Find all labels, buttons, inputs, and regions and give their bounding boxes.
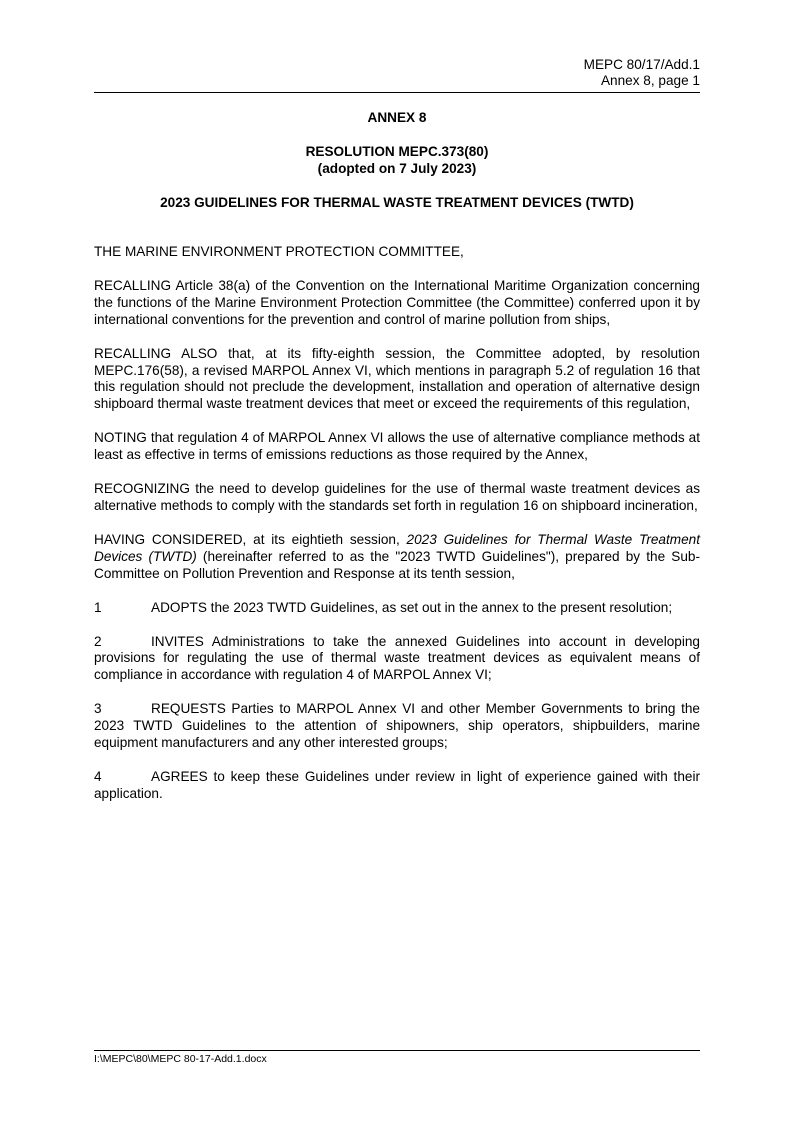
recognizing-paragraph: RECOGNIZING the need to develop guidelines for the use of thermal waste treatment devices as alternative methods to comply with the standards set forth in regulation 16 on shipboard incineration, xyxy=(94,481,700,513)
header-divider xyxy=(94,92,700,93)
recalling-paragraph: RECALLING Article 38(a) of the Convention on the International Maritime Organization concerning the functions of the Marine Environment Protection Committee (the Committee) conferred upon it by international conventions for the prevention and control of marine pollution from ships, xyxy=(94,277,700,327)
footer-divider xyxy=(94,1050,700,1051)
adoption-date: (adopted on 7 July 2023) xyxy=(317,160,477,176)
paragraph-number: 1 xyxy=(94,599,102,615)
paragraph-text: AGREES to keep these Guidelines under review in light of experience gained with their application. xyxy=(94,768,700,801)
paragraph-text: ADOPTS the 2023 TWTD Guidelines, as set out in the annex to the present resolution; xyxy=(151,599,673,615)
operative-paragraph-3 xyxy=(94,701,700,752)
operative-paragraph-2 xyxy=(94,634,700,685)
paragraph-text: INVITES Administrations to take the annexed Guidelines into account in developing provisions for regulating the use of thermal waste treatment devices as equivalent means of compliance in accordance with regulation 4 of MARPOL Annex VI; xyxy=(94,633,700,683)
having-considered-paragraph xyxy=(94,532,700,583)
operative-paragraph-4 xyxy=(94,769,700,803)
resolution-heading xyxy=(94,144,700,177)
page-reference: Annex 8, page 1 xyxy=(600,73,700,88)
document-reference: MEPC 80/17/Add.1 xyxy=(583,57,700,72)
noting-paragraph: NOTING that regulation 4 of MARPOL Annex VI allows the use of alternative compliance methods at least as effective in terms of emissions reductions as those required by the Annex, xyxy=(94,430,700,463)
paragraph-number: 4 xyxy=(94,768,102,784)
page-header xyxy=(94,57,700,89)
operative-paragraph-1 xyxy=(94,600,700,617)
recalling-also-paragraph: RECALLING ALSO that, at its fifty-eighth session, the Committee adopted, by resolution MEPC.176(58), a revised MARPOL Annex VI, which mentions in paragraph 5.2 of regulation 16 that this regulation should not preclude the development, installation and operation of alternative design shipboard thermal waste treatment devices that meet or exceed the requirements of this regulation, xyxy=(94,345,700,412)
annex-title: ANNEX 8 xyxy=(367,110,427,125)
paragraph-number: 2 xyxy=(94,633,102,649)
having-considered-rest: (hereinafter referred to as the "2023 TWTD Guidelines"), prepared by the Sub-Committee on Pollution Prevention and Response at its tenth session, xyxy=(94,548,700,581)
committee-paragraph: THE MARINE ENVIRONMENT PROTECTION COMMITTEE, xyxy=(94,244,464,259)
paragraph-number: 3 xyxy=(94,701,102,717)
guidelines-title-italic: 2023 Guidelines for Thermal Waste Treatment Devices (TWTD) xyxy=(94,531,700,564)
file-path-footer: I:\MEPC\80\MEPC 80-17-Add.1.docx xyxy=(94,1053,267,1065)
guidelines-title: 2023 GUIDELINES FOR THERMAL WASTE TREATMENT DEVICES (TWTD) xyxy=(160,195,634,210)
resolution-number: RESOLUTION MEPC.373(80) xyxy=(305,144,489,159)
resolution-body xyxy=(94,244,700,820)
paragraph-text: REQUESTS Parties to MARPOL Annex VI and other Member Governments to bring the 2023 TWTD Guidelines to the attention of shipowners, ship operators, shipbuilders, marine equipment manufacturers and any other interested groups; xyxy=(94,701,700,751)
having-considered-lead: HAVING CONSIDERED, at its eightieth session, xyxy=(94,531,407,547)
